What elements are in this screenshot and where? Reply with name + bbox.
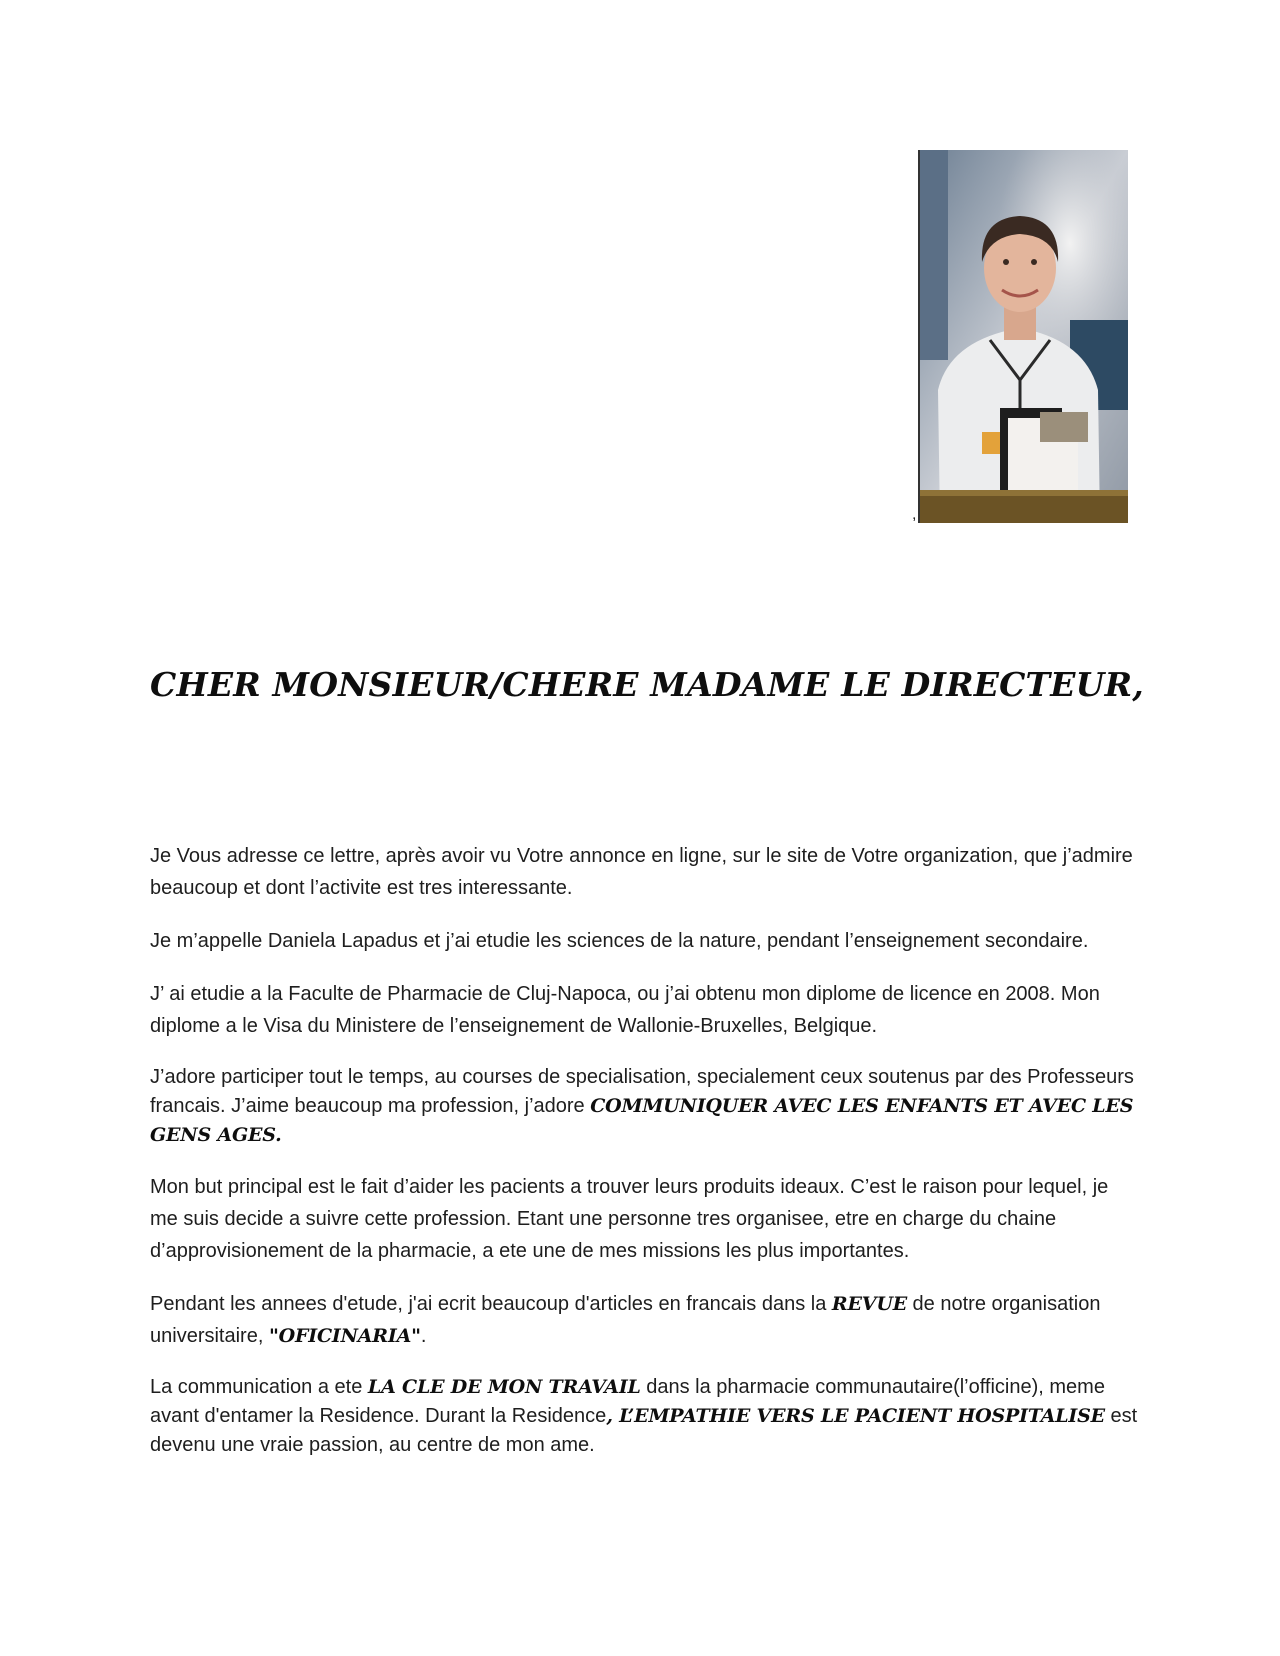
portrait-image (920, 150, 1128, 523)
communication-text-c: est devenu une vraie passion, au centre de mon ame. (150, 1405, 1138, 1456)
articles-emphasis-oficinaria: "OFICINARIA" (268, 1325, 421, 1347)
letter-body (150, 840, 1140, 1481)
paragraph-communication (150, 1373, 1140, 1460)
paragraph-courses (150, 1063, 1140, 1150)
paragraph-studies: Je m’appelle Daniela Lapadus et j’ai etudie les sciences de la nature, pendant l’enseignement secondaire. (150, 930, 1089, 952)
communication-emphasis-cle: LA CLE DE MON TRAVAIL (367, 1376, 641, 1398)
communication-text-b: dans la pharmacie communautaire(l’officine), meme avant d'entamer la Residence. Durant la Residence (150, 1376, 1105, 1427)
courses-emphasis: COMMUNIQUER AVEC LES ENFANTS ET AVEC LES GENS AGES. (150, 1095, 1134, 1146)
paragraph-goal: Mon but principal est le fait d’aider les pacients a trouver leurs produits ideaux. C’est le raison pour lequel, je me suis decide a suivre cette profession. Etant une personne tres organisee, etre en charge du chaine d’approvisionement de la pharmacie, a ete une de mes missions les plus importantes. (150, 1176, 1109, 1262)
paragraph-faculty: J’ ai etudie a la Faculte de Pharmacie de Cluj-Napoca, ou j’ai obtenu mon diplome de licence en 2008. Mon diplome a le Visa du Ministere de l’enseignement de Wallonie-Bruxelles, Belgique. (150, 983, 1100, 1037)
communication-emphasis-empathie: , L’EMPATHIE VERS LE PACIENT HOSPITALISE (606, 1405, 1105, 1427)
paragraph-articles (150, 1288, 1140, 1352)
articles-emphasis-revue: REVUE (831, 1293, 907, 1315)
articles-text-b: de notre organisation universitaire, (150, 1293, 1101, 1347)
communication-text-a: La communication a ete (150, 1376, 363, 1398)
photo-caption-mark: , (912, 506, 917, 523)
courses-text: J’adore participer tout le temps, au courses de specialisation, specialement ceux soutenus par des Professeurs francais. J’aime beaucoup ma profession, j’adore (150, 1066, 1134, 1117)
letter-salutation: CHER MONSIEUR/CHERE MADAME LE DIRECTEUR, (150, 665, 1144, 704)
paragraph-intro: Je Vous adresse ce lettre, après avoir vu Votre annonce en ligne, sur le site de Votre organization, que j’admire beaucoup et dont l’activite est tres interessante. (150, 845, 1133, 899)
articles-text-a: Pendant les annees d'etude, j'ai ecrit beaucoup d'articles en francais dans la (150, 1293, 827, 1315)
articles-text-c: . (420, 1325, 427, 1347)
portrait-photo (918, 150, 1128, 523)
